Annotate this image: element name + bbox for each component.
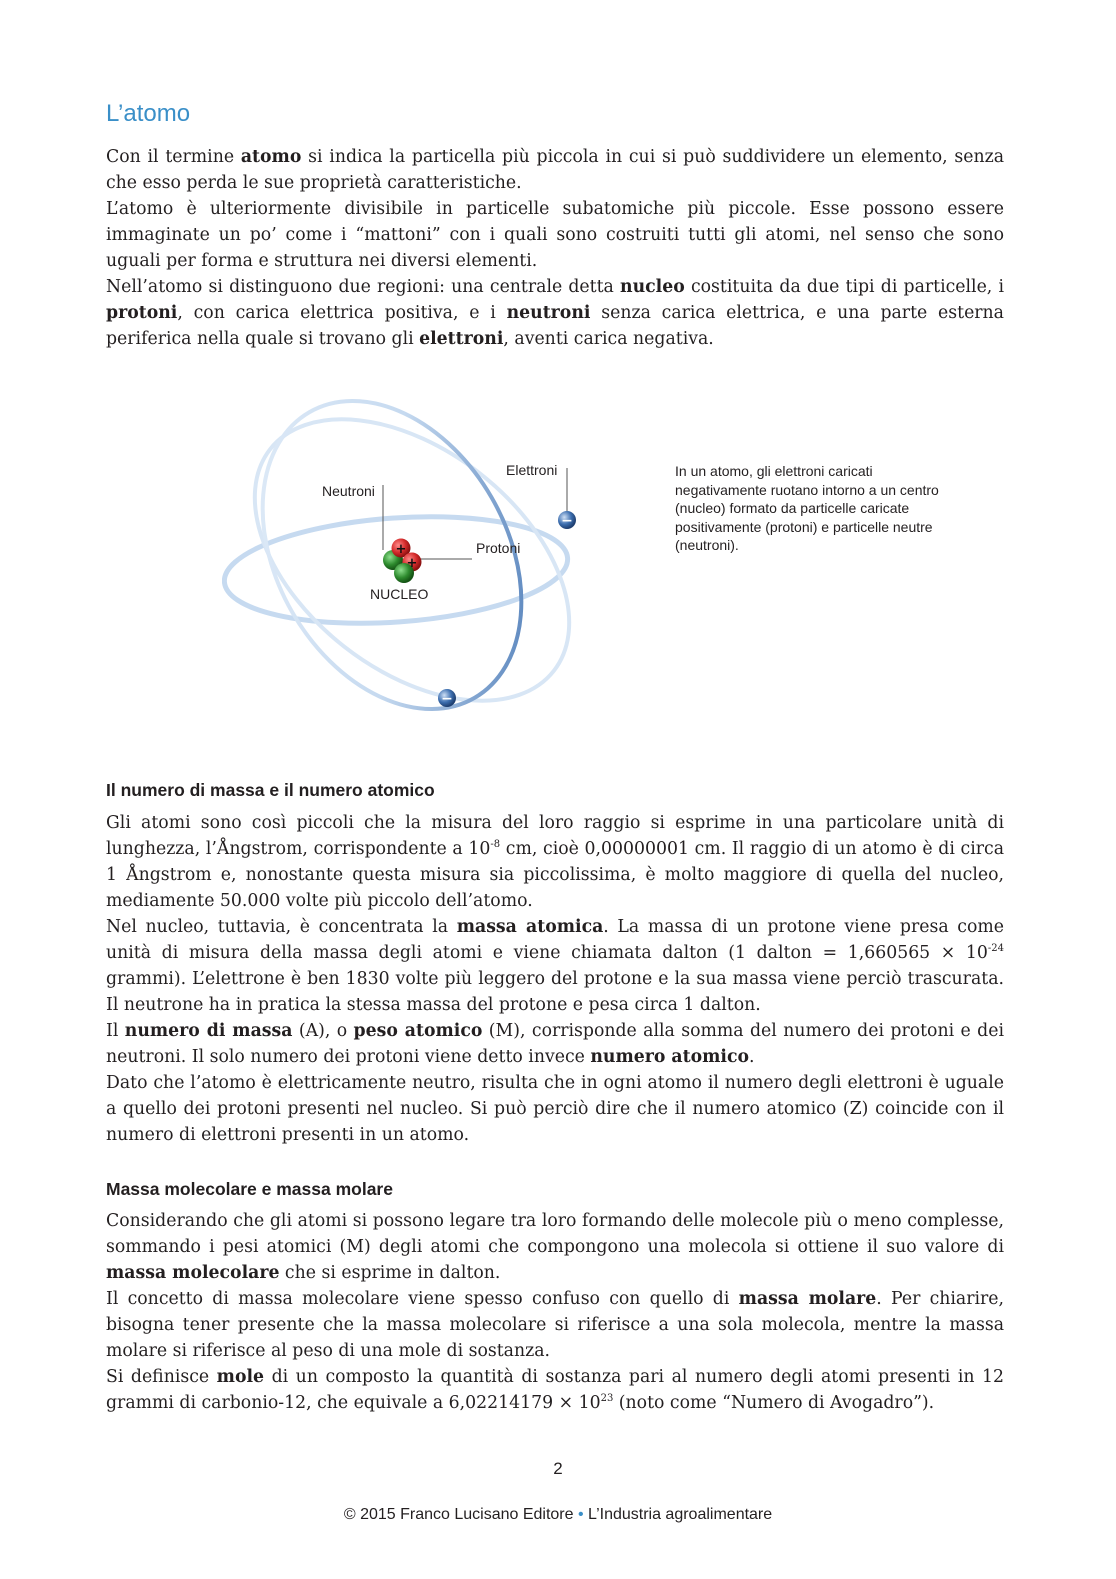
nucleus bbox=[383, 539, 422, 584]
electron bbox=[558, 511, 576, 529]
figure-caption: In un atomo, gli elettroni caricati negativamente ruotano intorno a un centro (nucleo) formato da particelle caricate positivamente (protoni) e particelle neutre (neutroni). bbox=[675, 463, 939, 553]
section-atom bbox=[106, 144, 1004, 352]
label-protoni: Protoni bbox=[476, 540, 521, 556]
footer-copyright: © 2015 Franco Lucisano Editore bbox=[343, 1506, 574, 1523]
label-neutroni: Neutroni bbox=[322, 483, 375, 499]
page-title: L’atomo bbox=[106, 100, 191, 127]
paragraph: Nel nucleo, tuttavia, è concentrata la massa atomica. La massa di un protone viene presa come unità di misura della massa degli atomi e viene chiamata dalton (1 dalton = $1,660565 \times 10^{-24}$ grammi). L’elettrone è ben 1830 volte più leggero del protone e la sua massa viene perciò trascurata. Il neutrone ha in pratica la stessa massa del protone e pesa circa 1 dalton. bbox=[106, 917, 1004, 1015]
footer bbox=[0, 1506, 1116, 1524]
atom-diagram bbox=[222, 390, 642, 720]
paragraph: L’atomo è ulteriormente divisibile in particelle subatomiche più piccole. Esse possono essere immaginate un po’ come i “mattoni” con i quali sono costruiti tutti gli atomi, nel senso che sono uguali per forma e struttura nei diversi elementi. bbox=[106, 199, 1004, 271]
label-elettroni: Elettroni bbox=[506, 462, 558, 478]
paragraph: Gli atomi sono così piccoli che la misura del loro raggio si esprime in una particolare unità di lunghezza, l’Ångstrom, corrispondente a $10^{-8}$ cm, cioè 0,00000001 cm. Il raggio di un atomo è di circa 1 Ångstrom e, nonostante questa misura sia piccolissima, è molto maggiore di quella del nucleo, mediamente 50.000 volte più piccolo dell’atomo. bbox=[106, 813, 1004, 911]
footer-separator: • bbox=[577, 1506, 584, 1523]
section-heading: Il numero di massa e il numero atomico bbox=[106, 780, 435, 800]
section-mass-number bbox=[106, 810, 1004, 1148]
paragraph: Con il termine atomo si indica la particella più piccola in cui si può suddividere un elemento, senza che esso perda le sue proprietà caratteristiche. bbox=[106, 147, 1004, 193]
atom-illustration bbox=[222, 390, 642, 720]
paragraph: Si definisce mole di un composto la quantità di sostanza pari al numero degli atomi presenti in 12 grammi di carbonio-12, che equivale a $6,02214179 \times 10^{23}$ (noto come “Numero di Avogadro”). bbox=[106, 1367, 1004, 1413]
paragraph: Dato che l’atomo è elettricamente neutro, risulta che in ogni atomo il numero degli elettroni è uguale a quello dei protoni presenti nel nucleo. Si può perciò dire che il numero atomico (Z) coincide con il numero di elettroni presenti in un atomo. bbox=[106, 1073, 1004, 1145]
proton-plus-sign: + bbox=[406, 556, 418, 571]
section-heading: Massa molecolare e massa molare bbox=[106, 1179, 393, 1199]
label-nucleo: NUCLEO bbox=[370, 586, 429, 602]
page-number: 2 bbox=[553, 1459, 563, 1478]
footer-book-title: L’Industria agroalimentare bbox=[588, 1506, 773, 1523]
paragraph: Nell’atomo si distinguono due regioni: una centrale detta nucleo costituita da due tipi di particelle, i protoni, con carica elettrica positiva, e i neutroni senza carica elettrica, e una parte esterna periferica nella quale si trovano gli elettroni, aventi carica negativa. bbox=[106, 277, 1004, 349]
svg-text:−: − bbox=[561, 513, 573, 529]
paragraph: Il numero di massa (A), o peso atomico (M), corrisponde alla somma del numero dei protoni e dei neutroni. Il solo numero dei protoni viene detto invece numero atomico. bbox=[106, 1021, 1004, 1067]
paragraph: Considerando che gli atomi si possono legare tra loro formando delle molecole più o meno complesse, sommando i pesi atomici (M) degli atomi che compongono una molecola si ottiene il suo valore di massa molecolare che si esprime in dalton. bbox=[106, 1211, 1004, 1283]
section-molecular-mass bbox=[106, 1208, 1004, 1416]
paragraph: Il concetto di massa molecolare viene spesso confuso con quello di massa molare. Per chiarire, bisogna tener presente che la massa molecolare si riferisce a una sola molecola, mentre la massa molare si riferisce al peso di una mole di sostanza. bbox=[106, 1289, 1004, 1361]
electron bbox=[438, 689, 456, 707]
proton-plus-sign: + bbox=[395, 542, 407, 557]
svg-text:−: − bbox=[441, 691, 453, 707]
